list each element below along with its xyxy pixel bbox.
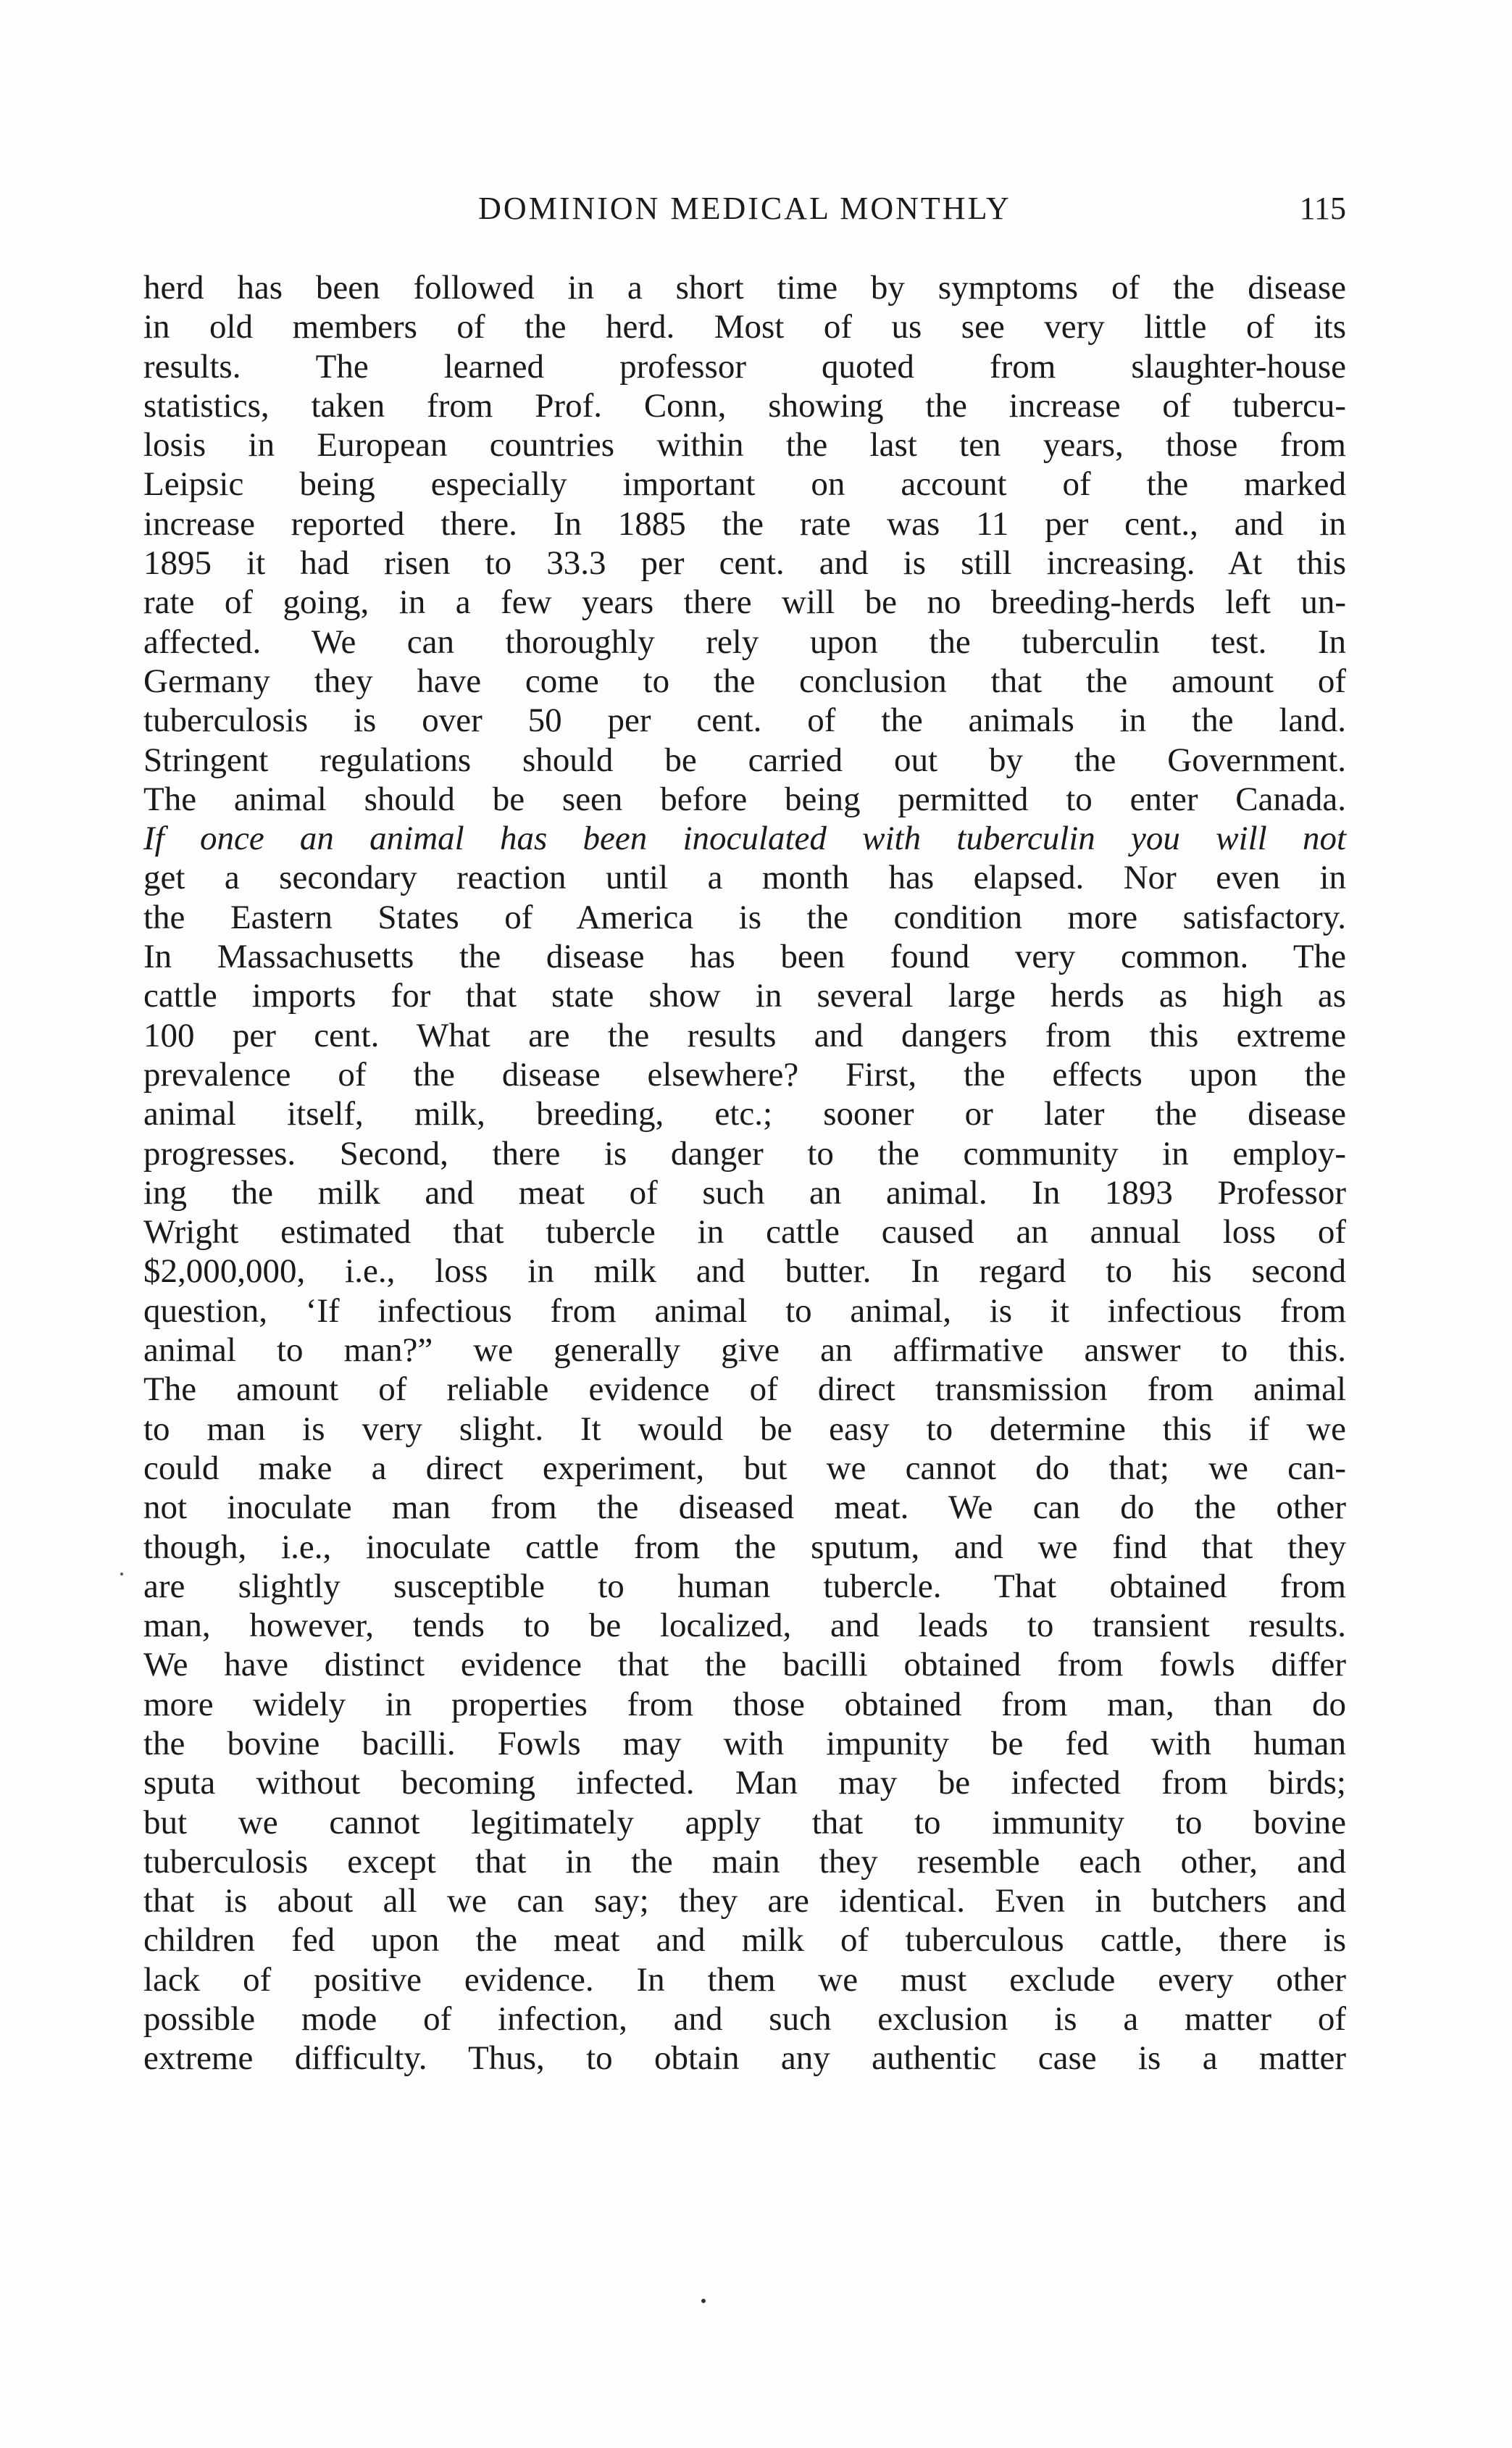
text-line: animal to man?” we generally give an affirmative answer to this.: [143, 1331, 1346, 1370]
text-line: though, i.e., inoculate cattle from the sputum, and we find that they: [143, 1528, 1346, 1566]
text-line: children fed upon the meat and milk of tuberculous cattle, there is: [143, 1921, 1346, 1960]
text-line: losis in European countries within the last ten years, those from: [143, 426, 1346, 465]
text-line: possible mode of infection, and such exclusion is a matter of: [143, 2000, 1346, 2039]
text-line: to man is very slight. It would be easy to determine this if we: [143, 1410, 1346, 1448]
text-line: tuberculosis is over 50 per cent. of the animals in the land.: [143, 701, 1346, 740]
text-line: animal itself, milk, breeding, etc.; sooner or later the disease: [143, 1095, 1346, 1133]
text-line: 1895 it had risen to 33.3 per cent. and is still increasing. At this: [143, 544, 1346, 583]
text-line: increase reported there. In 1885 the rate was 11 per cent., and in: [143, 504, 1346, 543]
text-line: not inoculate man from the diseased meat. We can do the other: [143, 1489, 1346, 1527]
bottom-speck: [701, 2299, 706, 2303]
text-line: cattle imports for that state show in several large herds as high as: [143, 977, 1346, 1015]
text-line: ing the milk and meat of such an animal. In 1893 Professor: [143, 1173, 1346, 1212]
text-line: The amount of reliable evidence of direct transmission from animal: [143, 1370, 1346, 1409]
text-line: In Massachusetts the disease has been found very common. The: [143, 938, 1346, 976]
text-line: $2,000,000, i.e., loss in milk and butter. In regard to his second: [143, 1252, 1346, 1291]
running-head: [143, 187, 1346, 230]
text-line: 100 per cent. What are the results and dangers from this extreme: [143, 1016, 1346, 1054]
running-title: DOMINION MEDICAL MONTHLY: [478, 191, 1011, 226]
text-line: the Eastern States of America is the condition more satisfactory.: [143, 898, 1346, 936]
text-line: herd has been followed in a short time by symptoms of the disease: [143, 269, 1346, 307]
text-line: are slightly susceptible to human tubercle. That obtained from: [143, 1567, 1346, 1605]
text-line: but we cannot legitimately apply that to immunity to bovine: [143, 1803, 1346, 1841]
text-line: The animal should be seen before being permitted to enter Canada.: [143, 780, 1346, 818]
body-text: [143, 268, 1346, 2078]
text-line: affected. We can thoroughly rely upon the tuberculin test. In: [143, 623, 1346, 661]
text-line-italic: If once an animal has been inoculated with tuberculin you will not: [143, 820, 1346, 858]
text-line: rate of going, in a few years there will be no breeding-herds left un-: [143, 583, 1346, 622]
text-line: question, ‘If infectious from animal to animal, is it infectious from: [143, 1291, 1346, 1330]
text-line: statistics, taken from Prof. Conn, showing the increase of tubercu-: [143, 386, 1346, 425]
text-line: tuberculosis except that in the main they resemble each other, and: [143, 1842, 1346, 1881]
text-line: man, however, tends to be localized, and leads to transient results.: [143, 1607, 1346, 1645]
text-line: get a secondary reaction until a month has elapsed. Nor even in: [143, 859, 1346, 897]
text-line: Leipsic being especially important on account of the marked: [143, 465, 1346, 504]
text-line: the bovine bacilli. Fowls may with impunity be fed with human: [143, 1724, 1346, 1762]
text-line: in old members of the herd. Most of us see very little of its: [143, 308, 1346, 346]
text-line: extreme difficulty. Thus, to obtain any authentic case is a matter: [143, 2039, 1346, 2078]
text-line: Wright estimated that tubercle in cattle caused an annual loss of: [143, 1213, 1346, 1252]
text-line: prevalence of the disease elsewhere? First, the effects upon the: [143, 1055, 1346, 1094]
text-line: that is about all we can say; they are identical. Even in butchers and: [143, 1882, 1346, 1920]
text-line: sputa without becoming infected. Man may be infected from birds;: [143, 1764, 1346, 1802]
text-line: results. The learned professor quoted from slaughter-house: [143, 347, 1346, 386]
page-number: 115: [1299, 191, 1346, 226]
text-line: progresses. Second, there is danger to the community in employ-: [143, 1134, 1346, 1173]
text-line: We have distinct evidence that the bacilli obtained from fowls differ: [143, 1646, 1346, 1684]
text-line: could make a direct experiment, but we cannot do that; we can-: [143, 1449, 1346, 1487]
text-line: Stringent regulations should be carried out by the Government.: [143, 741, 1346, 779]
text-line: lack of positive evidence. In them we must exclude every other: [143, 1960, 1346, 1999]
text-line: more widely in properties from those obtained from man, than do: [143, 1685, 1346, 1723]
text-line: Germany they have come to the conclusion that the amount of: [143, 662, 1346, 700]
margin-speck: [120, 1573, 123, 1575]
